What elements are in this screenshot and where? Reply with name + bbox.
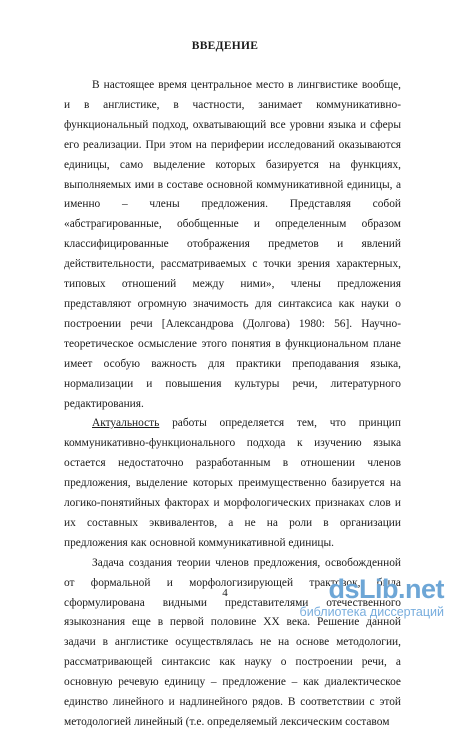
paragraph-relevance: [64, 414, 401, 553]
paragraph-relevance-text: работы определяется тем, что принцип коммуникативно-функционального подхода к изучению языка остается недостаточно разработанным в отношении членов предложения, выделение которых преимущественно базируется на логико-понятийных факторах и морфологических признаках слов и их составных эквивалентов, а не на роли в организации предложения как основной коммуникативной единицы.: [64, 417, 401, 549]
paragraph-intro: В настоящее время центральное место в лингвистике вообще, и в англистике, в частности, занимает коммуникативно-функциональный подход, охватывающий все уровни языка и сферы его реализации. При этом на периферии исследований оказываются единицы, само выделение которых базируется на функциях, выполняемых ими в составе основной коммуникативной единицы, а именно – члены предложения. Представляя собой «абстрагированные, обобщенные и определенным образом классифицированные отображения предметов и явлений действительности, рассматриваемых с точки зрения характерных, типовых отношений между ними», члены предложения представляют огромную значимость для синтаксиса как науки о построении речи [Александрова (Долгова) 1980: 56]. Научно-теоретическое осмысление этого понятия в функциональном плане имеет особую важность для практики преподавания языка, нормализации и повышения культуры речи, литературного редактирования.: [64, 79, 401, 410]
document-body: [64, 76, 401, 733]
watermark-logo-text: dsLib.net: [328, 574, 444, 604]
paragraph-task: Задача создания теории членов предложения, освобожденной от формальной и морфологизирующей трактовок, была сформулирована видными представителями отечественного языкознания еще в первой половине XX века. Решение данной задачи в англистике осуществлялась не на основе методологии, рассматривающей синтаксис как науку о построении речи, а основную речевую единицу – предложение – как диалектическое единство линейного и надлинейного рядов. В соответствии с этой методологией линейный (т.е. определяемый лексическим составом: [64, 556, 401, 728]
relevance-term: Актуальность: [92, 417, 160, 430]
watermark-logo: [264, 574, 444, 619]
watermark-subtitle: библиотека диссертаций: [299, 605, 444, 619]
page-number: 4: [222, 587, 228, 599]
page-title: ВВЕДЕНИЕ: [191, 40, 259, 52]
